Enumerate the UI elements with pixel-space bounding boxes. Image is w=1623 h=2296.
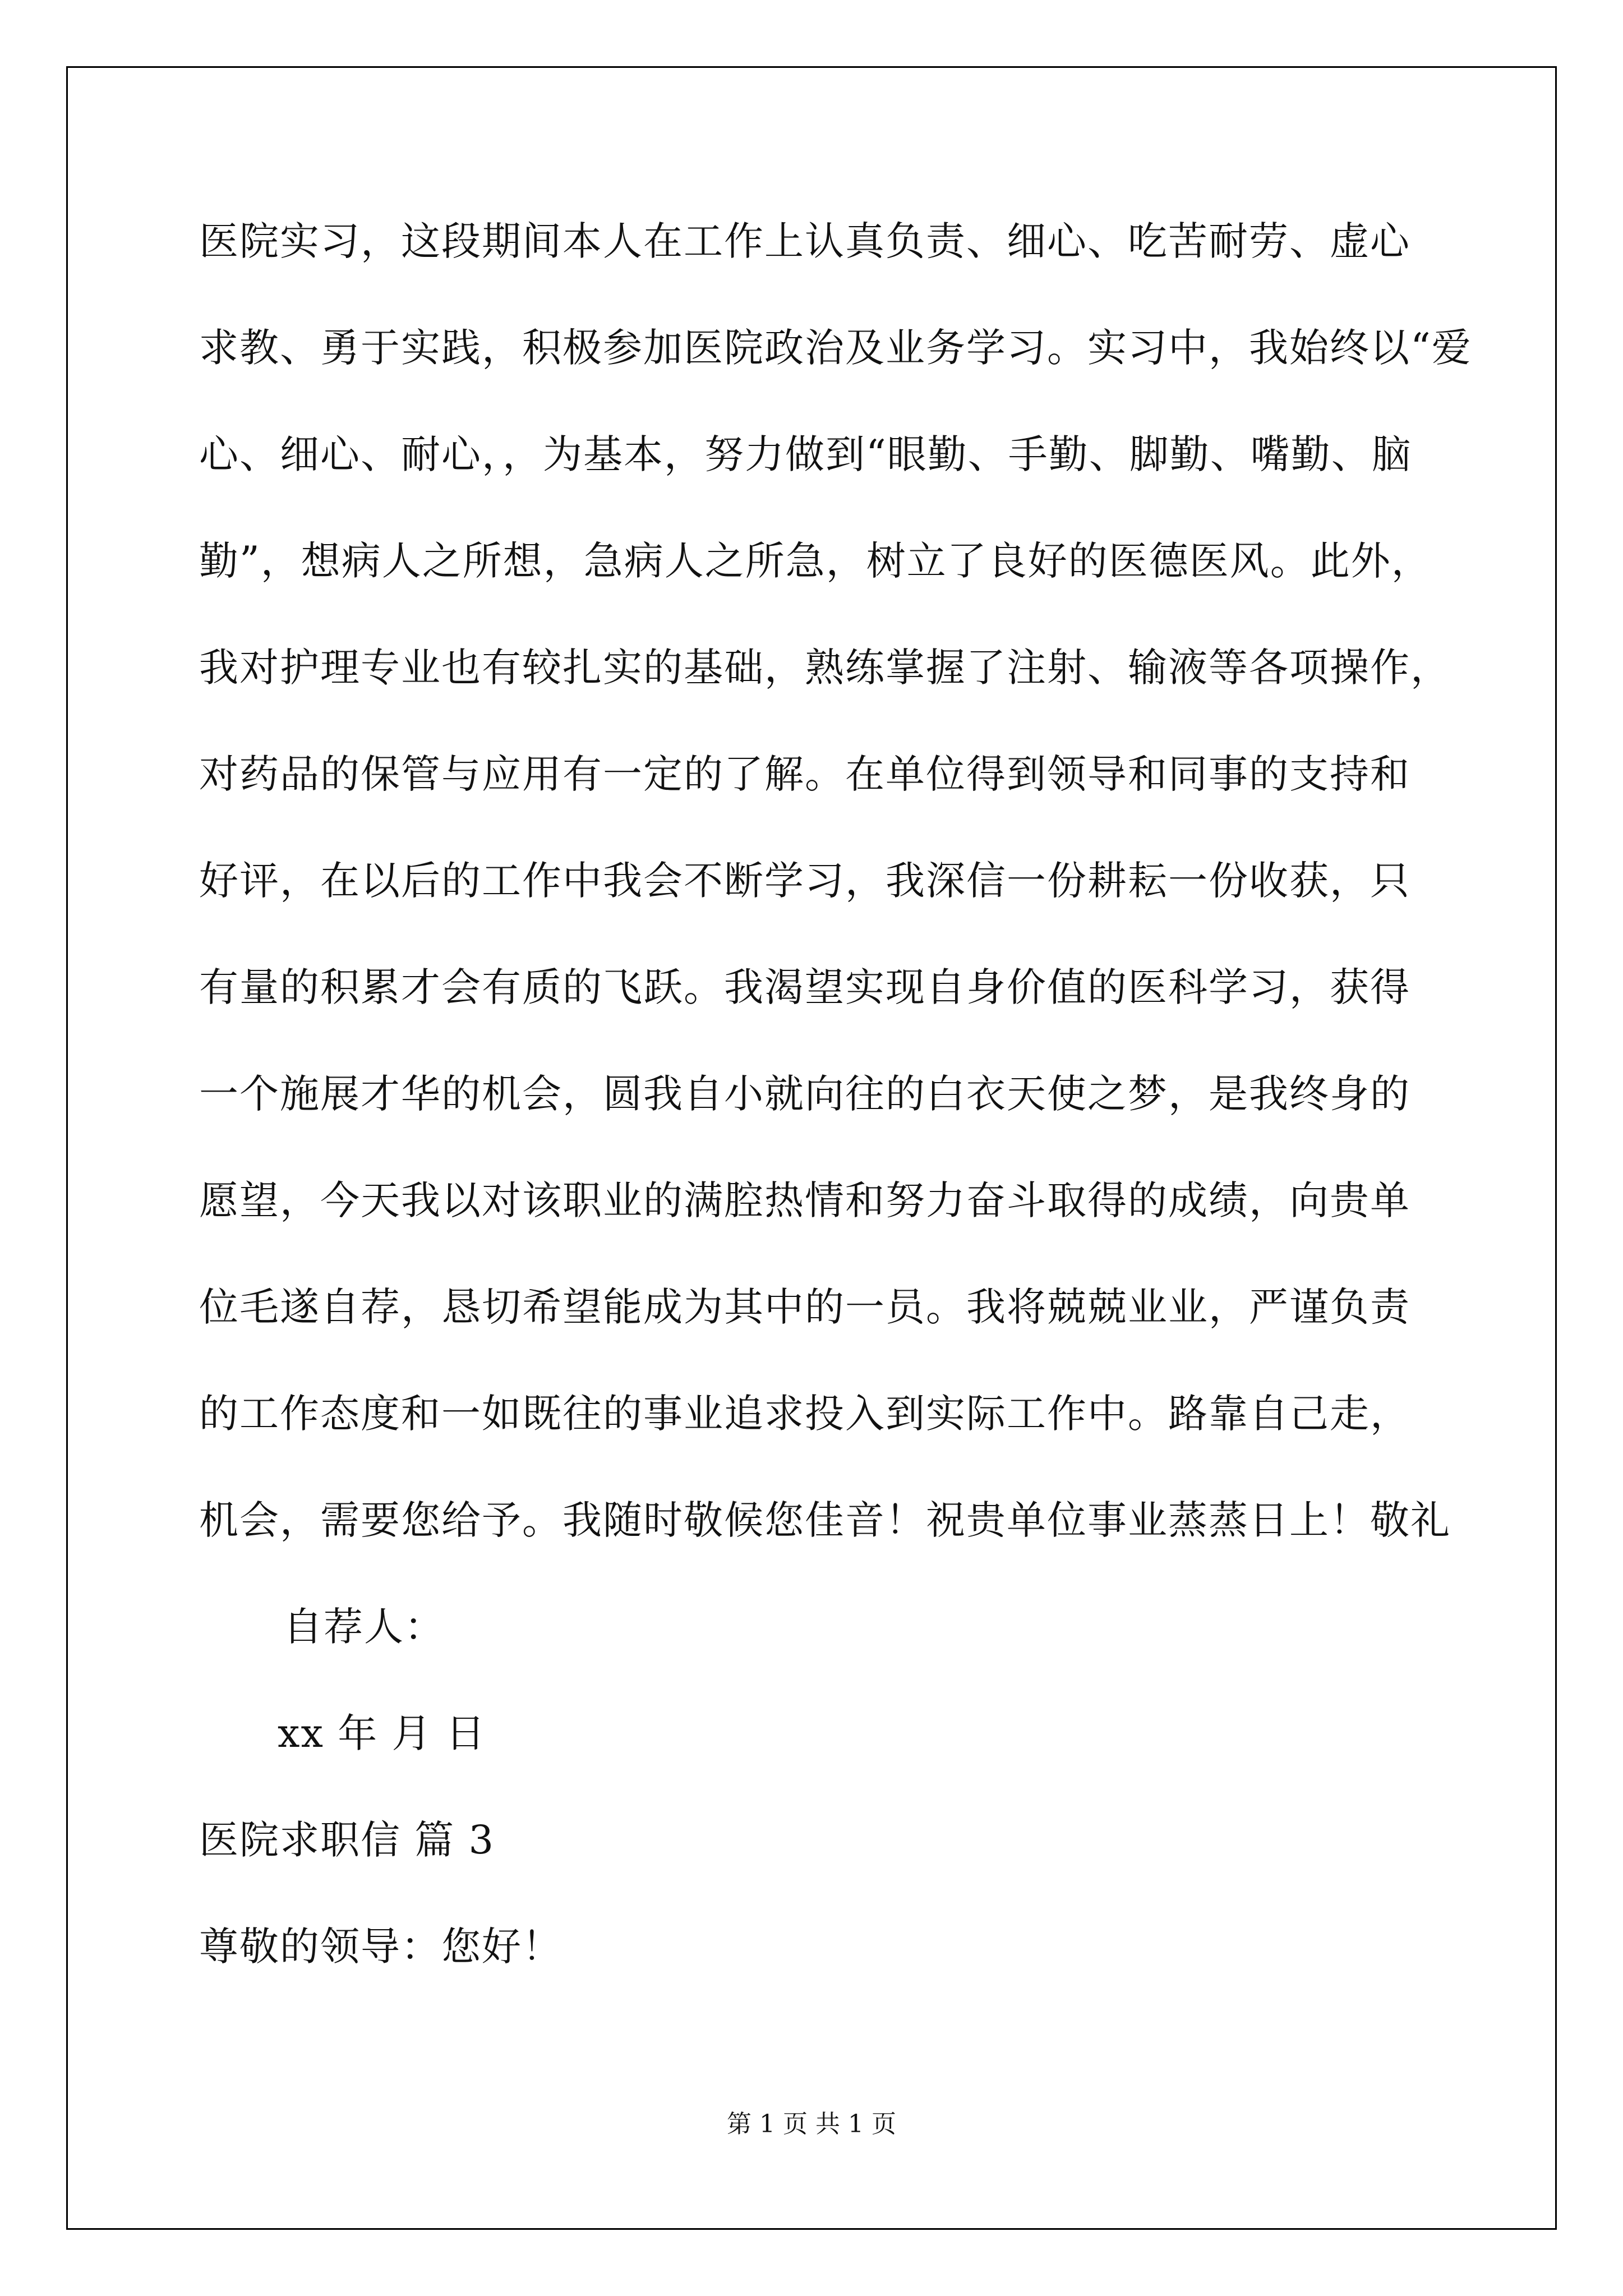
body-line: 愿望，今天我以对该职业的满腔热情和努力奋斗取得的成绩，向贵单 bbox=[199, 1177, 1410, 1223]
body-line: 位毛遂自荐，恳切希望能成为其中的一员。我将兢兢业业，严谨负责 bbox=[199, 1284, 1410, 1330]
body-line: 有量的积累才会有质的飞跃。我渴望实现自身价值的医科学习，获得 bbox=[199, 964, 1410, 1010]
body-line: 医院实习，这段期间本人在工作上认真负责、细心、吃苦耐劳、虚心 bbox=[199, 218, 1410, 264]
body-line: 好评，在以后的工作中我会不断学习，我深信一份耕耘一份收获，只 bbox=[199, 858, 1410, 904]
body-line: 对药品的保管与应用有一定的了解。在单位得到领导和同事的支持和 bbox=[199, 751, 1410, 797]
body-line: 心、细心、耐心，，为基本，努力做到“眼勤、手勤、脚勤、嘴勤、脑 bbox=[199, 431, 1412, 477]
section-title: 医院求职信 篇 3 bbox=[199, 1817, 495, 1863]
page-footer: 第 1 页 共 1 页 bbox=[727, 2110, 896, 2138]
body-line: 勤”，想病人之所想，急病人之所急，树立了良好的医德医风。此外， bbox=[199, 538, 1432, 584]
page-border bbox=[66, 66, 1557, 2230]
body-line: 一个施展才华的机会，圆我自小就向往的白衣天使之梦，是我终身的 bbox=[199, 1071, 1410, 1117]
signature-label: 自荐人： bbox=[283, 1604, 445, 1650]
date-line: xx 年 月 日 bbox=[278, 1710, 486, 1756]
body-line: 的工作态度和一如既往的事业追求投入到实际工作中。路靠自己走， bbox=[199, 1391, 1410, 1437]
body-line: 机会，需要您给予。我随时敬候您佳音！祝贵单位事业蒸蒸日上！敬礼 bbox=[199, 1497, 1451, 1543]
greeting: 尊敬的领导：您好！ bbox=[199, 1924, 562, 1970]
body-line: 我对护理专业也有较扎实的基础，熟练掌握了注射、输液等各项操作， bbox=[199, 645, 1451, 691]
body-line: 求教、勇于实践，积极参加医院政治及业务学习。实习中，我始终以“爱 bbox=[199, 325, 1472, 371]
